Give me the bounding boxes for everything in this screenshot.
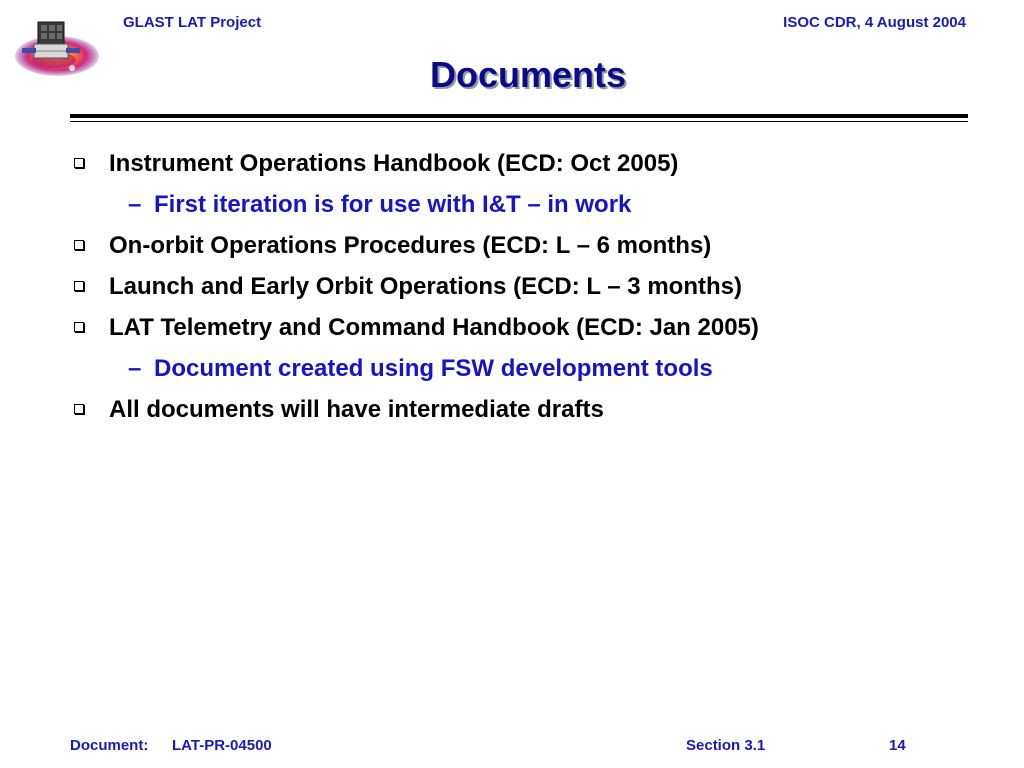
square-bullet-icon	[74, 158, 84, 168]
bullet-text: Launch and Early Orbit Operations (ECD: L – 3 months)	[109, 273, 742, 300]
project-header: GLAST LAT Project	[123, 14, 262, 31]
meeting-header: ISOC CDR, 4 August 2004	[783, 14, 966, 31]
square-bullet-icon	[74, 322, 84, 332]
square-bullet-icon	[74, 404, 84, 414]
slide-title: Documents	[429, 54, 627, 95]
footer-section: Section 3.1	[686, 737, 766, 754]
bullet-text: Instrument Operations Handbook (ECD: Oct 2005)	[109, 150, 679, 177]
footer-document-id: LAT-PR-04500	[172, 737, 272, 754]
bullet-text: LAT Telemetry and Command Handbook (ECD: Jan 2005)	[109, 314, 759, 341]
square-bullet-icon	[74, 240, 84, 250]
bullet-text: All documents will have intermediate drafts	[109, 396, 604, 423]
square-bullet-icon	[74, 281, 84, 291]
footer-page-number: 14	[889, 737, 906, 754]
sub-bullet-text: Document created using FSW development tools	[154, 355, 713, 382]
dash-bullet-icon: –	[128, 191, 142, 218]
bullet-text: On-orbit Operations Procedures (ECD: L – 6 months)	[109, 232, 712, 259]
sub-bullet-text: First iteration is for use with I&T – in work	[154, 191, 632, 218]
dash-bullet-icon: –	[128, 355, 142, 382]
title-divider-thin	[70, 121, 968, 122]
footer-document-label: Document:	[70, 737, 149, 754]
title-divider-thick	[70, 114, 968, 118]
